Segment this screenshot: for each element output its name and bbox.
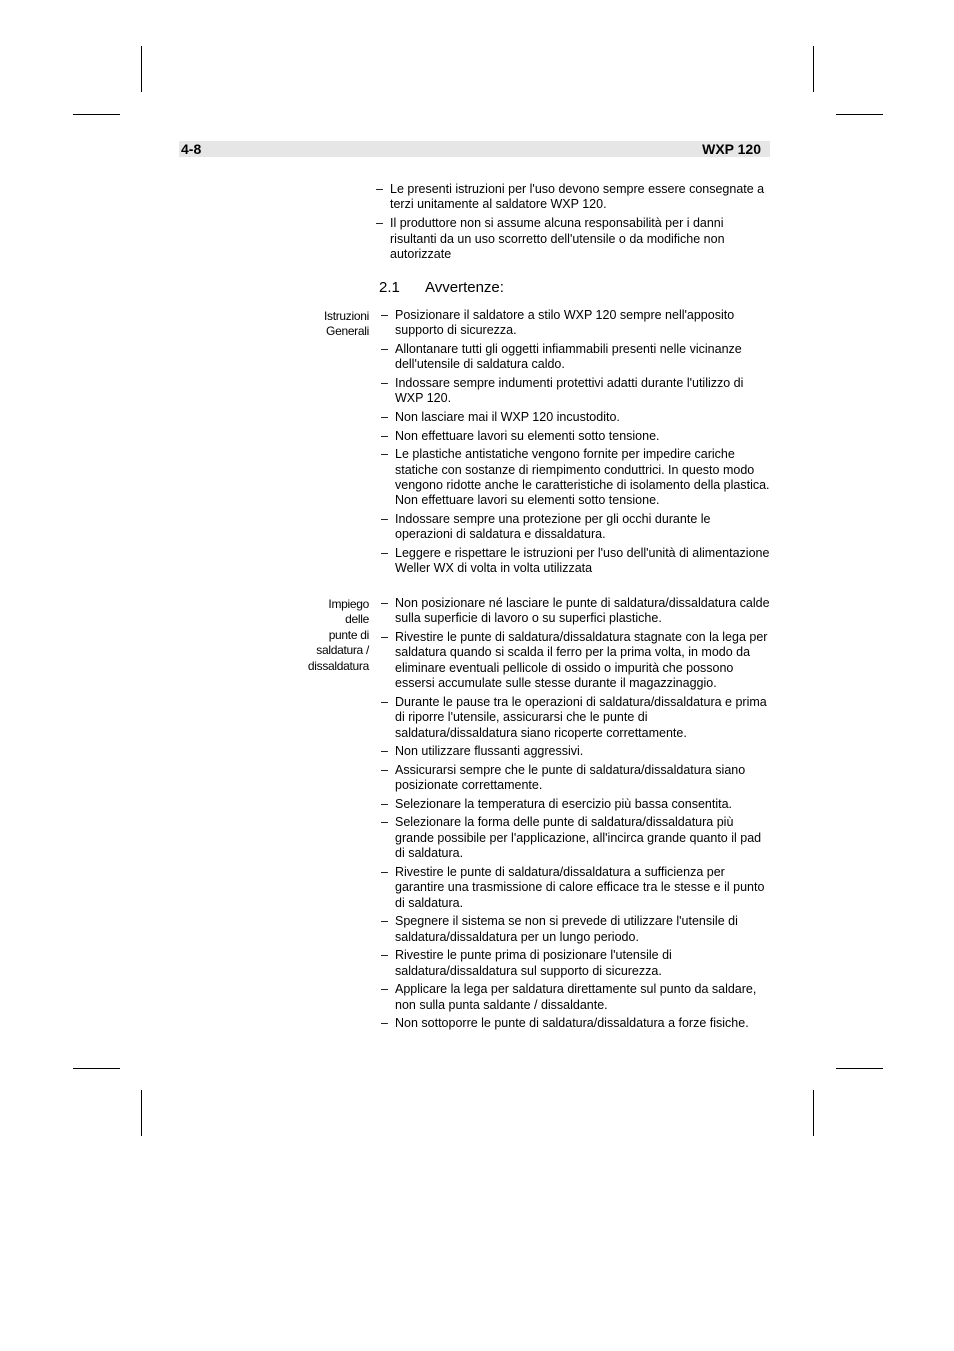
dash-marker: – (381, 948, 388, 963)
crop-mark-bottom-left-vertical (141, 1090, 142, 1136)
side-label-tips: Impiego delle punte di saldatura / dissaldatura (307, 597, 369, 673)
dash-marker: – (381, 410, 388, 424)
list-item: – Indossare sempre indumenti protettivi adatti durante l'utilizzo di WXP 120. (381, 376, 744, 406)
side-label-general: Istruzioni Generali (323, 309, 369, 339)
list-item: – Non utilizzare flussanti aggressivi. (381, 744, 584, 759)
list-item: – Le plastiche antistatiche vengono fornite per impedire cariche statiche con sostanze di riempimento conduttrici. In questo modo vengono ridotte anche le caratteristiche di isolamento della plastica. Non effettuare lavori su elementi sotto tensione. (381, 447, 770, 508)
list-item: – Durante le pause tra le operazioni di saldatura/dissaldatura e prima di riporre l'utensile, assicurarsi che le punte di saldatura/dissaldatura siano ricoperte correttamente. (381, 694, 767, 740)
list-item: – Applicare la lega per saldatura direttamente sul punto da saldare, non sulla punta saldante / dissaldante. (381, 982, 757, 1012)
dash-marker: – (381, 914, 388, 929)
dash-marker: – (381, 546, 388, 560)
dash-marker: – (376, 216, 383, 231)
list-item: – Non sottoporre le punte di saldatura/dissaldatura a forze fisiche. (381, 1016, 749, 1031)
dash-marker: – (381, 982, 388, 997)
list-item: – Rivestire le punte di saldatura/dissaldatura stagnate con la lega per saldatura quando si scalda il ferro per la prima volta, in modo da eliminare eventuali pellicole di ossido o impurità che possono essersi accumulate sulle stesse durante il magazzinaggio. (381, 630, 768, 691)
dash-marker: – (381, 762, 388, 777)
dash-marker: – (381, 447, 388, 462)
list-item: – Il produttore non si assume alcuna responsabilità per i danni risultanti da un uso scorretto dell'utensile o da modifiche non autorizzate (376, 216, 725, 262)
dash-marker: – (381, 512, 388, 526)
intro-list (376, 182, 770, 266)
list-item: – Rivestire le punte di saldatura/dissaldatura a sufficienza per garantire una trasmissione di calore efficace tra le stesse e il punto di saldatura. (381, 864, 765, 910)
dash-marker: – (376, 182, 383, 196)
list-item: – Spegnere il sistema se non si prevede di utilizzare l'utensile di saldatura/dissaldatura per un lungo periodo. (381, 914, 738, 944)
dash-marker: – (381, 376, 388, 390)
dash-marker: – (381, 1016, 388, 1031)
crop-mark-top-right-vertical (813, 46, 814, 92)
list-item: – Le presenti istruzioni per l'uso devono sempre essere consegnate a terzi unitamente al saldatore WXP 120. (376, 182, 765, 212)
section-number: 2.1 (379, 279, 400, 296)
crop-mark-top-left-vertical (141, 46, 142, 92)
general-instructions-list (381, 308, 771, 580)
dash-marker: – (381, 630, 388, 644)
section-heading (379, 279, 504, 297)
list-item: – Selezionare la temperatura di esercizio più bassa consentita. (381, 796, 732, 811)
crop-mark-top-right-horizontal (836, 114, 883, 115)
list-item: – Selezionare la forma delle punte di saldatura/dissaldatura più grande possibile per l'applicazione, all'incirca grande quanto il pad di saldatura. (381, 815, 762, 861)
page-number: 4-8 (181, 141, 202, 157)
list-item: – Allontanare tutti gli oggetti infiammabili presenti nelle vicinanze dell'utensile di saldatura caldo. (381, 342, 742, 372)
dash-marker: – (381, 694, 388, 709)
document-model: WXP 120 (702, 141, 761, 157)
page-header (179, 141, 770, 157)
dash-marker: – (381, 796, 388, 811)
list-item: – Non posizionare né lasciare le punte di saldatura/dissaldatura calde sulla superficie di lavoro o su superfici plastiche. (381, 596, 770, 626)
crop-mark-bottom-right-horizontal (836, 1068, 883, 1069)
dash-marker: – (381, 428, 388, 443)
list-item: – Non lasciare mai il WXP 120 incustodito. (381, 410, 620, 424)
dash-marker: – (381, 342, 388, 356)
crop-mark-bottom-left-horizontal (73, 1068, 120, 1069)
list-item: – Rivestire le punte prima di posizionare l'utensile di saldatura/dissaldatura sul supporto di sicurezza. (381, 948, 672, 978)
list-item: – Indossare sempre una protezione per gli occhi durante le operazioni di saldatura e dissaldatura. (381, 512, 711, 542)
dash-marker: – (381, 864, 388, 879)
dash-marker: – (381, 815, 388, 830)
dash-marker: – (381, 744, 388, 759)
crop-mark-bottom-right-vertical (813, 1090, 814, 1136)
dash-marker: – (381, 308, 388, 322)
list-item: – Leggere e rispettare le istruzioni per l'uso dell'unità di alimentazione Weller WX di volta in volta utilizzata (381, 546, 770, 576)
list-item: – Assicurarsi sempre che le punte di saldatura/dissaldatura siano posizionate correttamente. (381, 762, 746, 793)
list-item: – Posizionare il saldatore a stilo WXP 120 sempre nell'apposito supporto di sicurezza. (381, 308, 735, 338)
crop-mark-top-left-horizontal (73, 114, 120, 115)
dash-marker: – (381, 596, 388, 610)
tips-list (381, 596, 771, 1035)
section-title: Avvertenze: (425, 279, 504, 296)
list-item: – Non effettuare lavori su elementi sotto tensione. (381, 428, 660, 443)
